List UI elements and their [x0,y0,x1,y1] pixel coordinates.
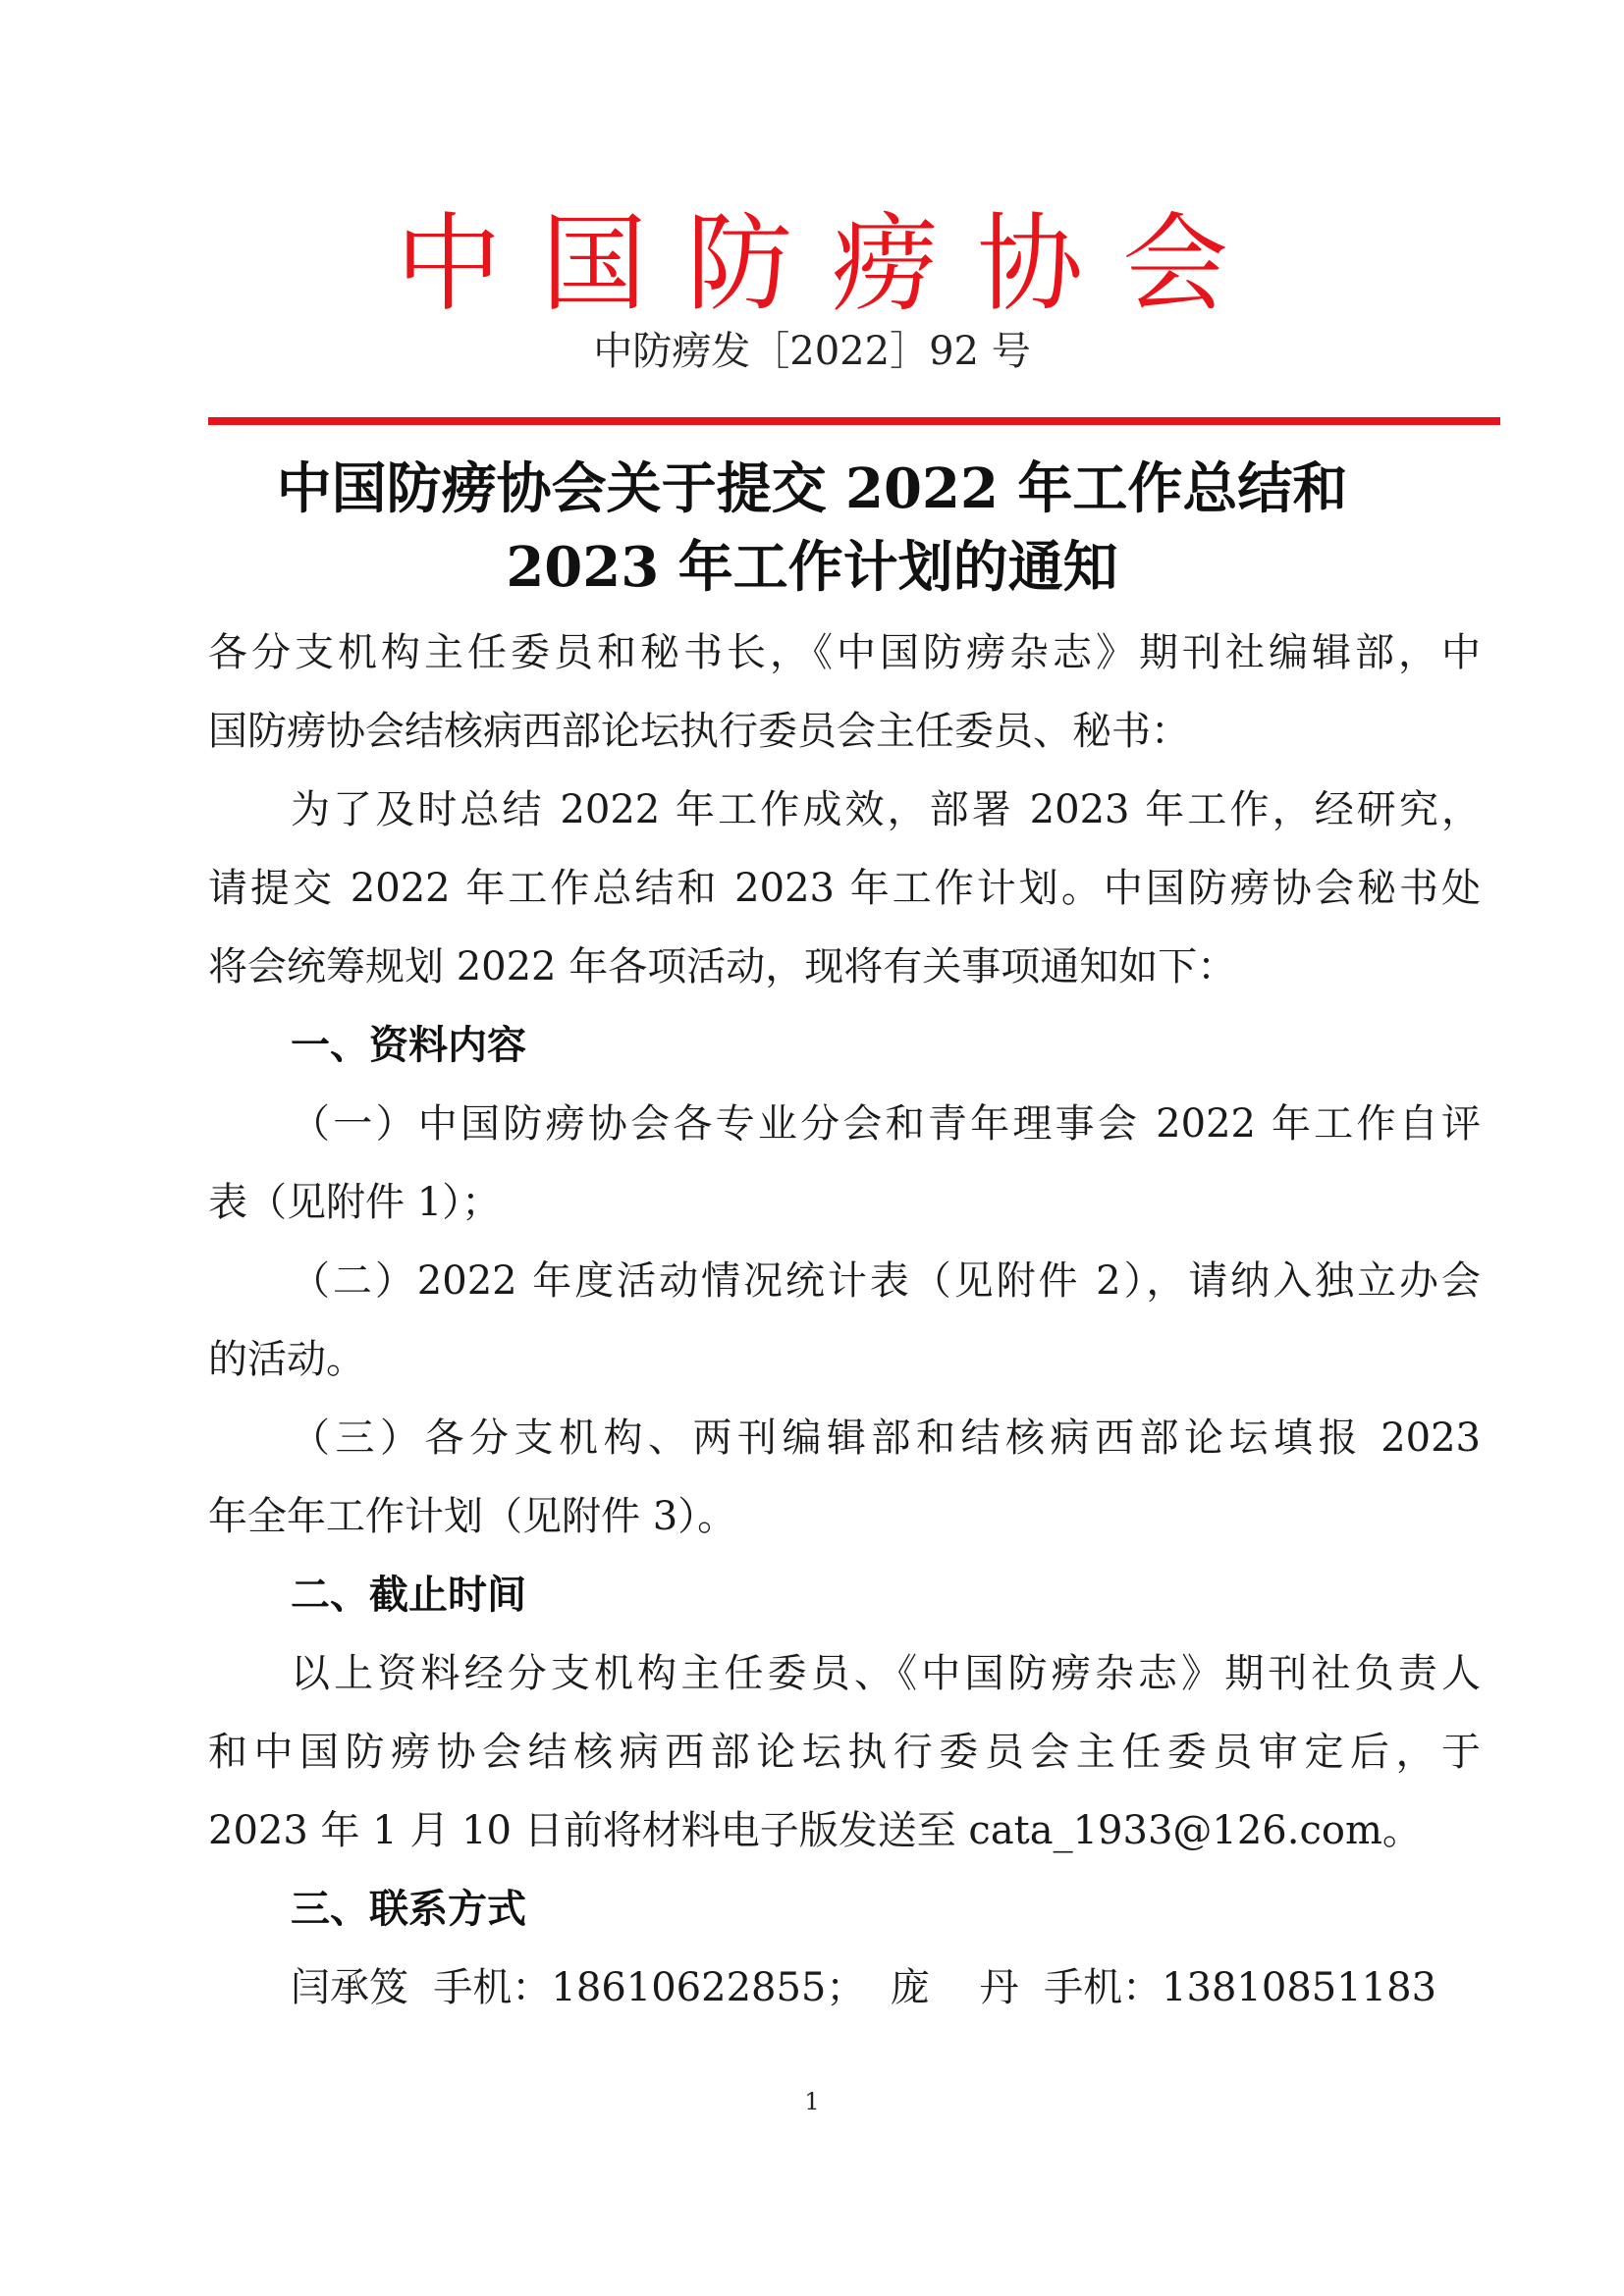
title-line-1: 中国防痨协会关于提交 2022 年工作总结和 [276,456,1348,521]
addressee-line-2: 国防痨协会结核病西部论坛执行委员会主任委员、秘书： [208,709,1190,754]
title-line-2: 2023 年工作计划的通知 [506,535,1118,600]
red-divider [208,417,1500,425]
section-1-item-1-line-1: （一）中国防痨协会各专业分会和青年理事会 2022 年工作自评 [291,1101,1481,1147]
section-1-heading: 一、资料内容 [291,1023,526,1068]
section-2-line-1: 以上资料经分支机构主任委员、《中国防痨杂志》期刊社负责人 [291,1651,1481,1696]
intro-line-1: 为了及时总结 2022 年工作成效，部署 2023 年工作，经研究， [291,787,1481,832]
org-name-header: 中国防痨协会 [395,203,1268,326]
section-1-item-2-line-1: （二）2022 年度活动情况统计表（见附件 2），请纳入独立办会 [291,1258,1481,1304]
section-1-item-1-line-2: 表（见附件 1）； [208,1180,502,1225]
document-title [0,450,1624,607]
addressee-line-1: 各分支机构主任委员和秘书长，《中国防痨杂志》期刊社编辑部，中 [208,630,1481,675]
section-1-item-3-line-2: 年全年工作计划（见附件 3）。 [208,1494,737,1539]
section-2-line-3: 2023 年 1 月 10 日前将材料电子版发送至 cata_1933@126.com。 [208,1808,1422,1853]
intro-line-3: 将会统筹规划 2022 年各项活动，现将有关事项通知如下： [208,944,1237,989]
section-1-item-3-line-1: （三）各分支机构、两刊编辑部和结核病西部论坛填报 2023 [291,1415,1481,1461]
contact-line: 闫承笈 手机：18610622855； 庞 丹 手机：13810851183 [291,1965,1437,2010]
page-number: 1 [804,2088,820,2115]
intro-line-2: 请提交 2022 年工作总结和 2023 年工作计划。中国防痨协会秘书处 [208,866,1481,911]
section-1-item-2-line-2: 的活动。 [208,1337,365,1382]
document-number: 中防痨发［2022］92 号 [593,329,1031,374]
section-2-heading: 二、截止时间 [291,1573,526,1618]
section-2-line-2: 和中国防痨协会结核病西部论坛执行委员会主任委员审定后，于 [208,1730,1481,1775]
section-3-heading: 三、联系方式 [291,1887,526,1932]
